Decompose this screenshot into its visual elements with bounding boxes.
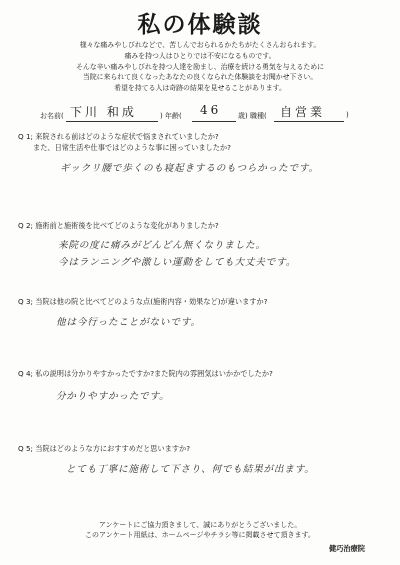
closing-message [0, 520, 400, 540]
job-value: 自営業 [280, 105, 326, 119]
answer-3: 他は今行ったことがないです。 [56, 317, 201, 328]
question-text: Q 3; 当院は他の院と比べてどのような点(施術内容・効果など)が違いますか? [18, 297, 268, 306]
name-underline [66, 121, 158, 122]
answer-2-line-2: 今はランニングや激しい運動をしても大丈夫です。 [58, 257, 297, 268]
answer-2-line-1: 来院の度に痛みがどんどん無くなりました。 [58, 240, 266, 251]
question-4 [18, 368, 388, 379]
question-text: Q 2; 施術前と施術後を比べてどのような変化がありましたか? [18, 221, 219, 230]
answer-4: 分かりやすかったです。 [56, 391, 170, 402]
question-text: Q 5; 当院はどのような方におすすめだと思いますか? [18, 444, 191, 453]
question-1 [18, 131, 388, 153]
job-close: ) [346, 111, 349, 119]
intro-line: 痛みを持つ人はひとりでは不安になるものです。 [124, 51, 276, 60]
age-value: 46 [200, 103, 222, 117]
age-label: ) 年齢( [160, 112, 182, 120]
question-5 [18, 443, 388, 454]
question-text: Q 4; 私の説明は分かりやすかったですか?また院内の雰囲気はいかかでしたか? [18, 369, 273, 378]
clinic-name: 健巧治療院 [329, 544, 365, 553]
age-unit-job-label: 歳) 職種( [238, 112, 267, 120]
question-text: Q 1; 来院される前はどのような症状で悩まされていましたか? [18, 132, 219, 141]
name-value: 下川 和成 [70, 105, 137, 119]
intro-line: 様々な痛みやしびれなどで、苦しんでおられるかたちがたくさんおられます。 [79, 41, 321, 49]
age-underline [192, 121, 236, 122]
respondent-fields [24, 104, 384, 124]
intro-line: 希望を持てる人は奇跡の結果を見せることがあります。 [114, 84, 286, 93]
intro-line: 当院に来られて良くなったあなたの良くなられた体験談をお聞かせ下さい。 [82, 73, 318, 82]
intro-line: そんな辛い痛みやしびれを持つ人達を励まし、治療を続ける勇気を与えるために [75, 62, 325, 71]
answer-1: ギックリ腰で歩くのも寝起きするのもつらかったです。 [60, 163, 319, 174]
name-label: お名前( [40, 112, 64, 120]
job-underline [274, 121, 344, 122]
closing-line: このアンケート用紙は、ホームページやチラシ等に掲載させて頂きます。 [85, 531, 315, 539]
closing-line: アンケートにご協力頂きまして、誠にありがとうございました。 [98, 521, 302, 529]
intro-text [30, 40, 370, 94]
page-title: 私の体験談 [137, 12, 263, 38]
question-text: また、日常生活や仕事ではどのような事に困っていましたか? [33, 143, 231, 152]
question-2 [18, 220, 388, 231]
question-3 [18, 296, 388, 307]
answer-5: とても丁寧に施術して下さり、何でも結果が出ます。 [66, 464, 315, 475]
